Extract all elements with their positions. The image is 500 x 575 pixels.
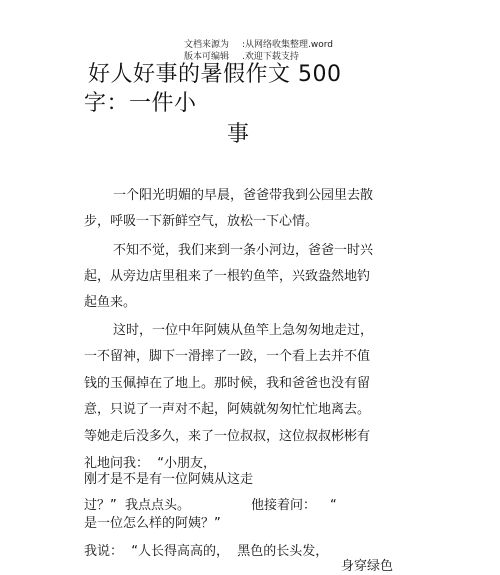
- body-line: 过？” 我点点头。: [84, 498, 190, 513]
- body-line: “: [330, 498, 337, 513]
- body-line: 身穿绿色: [341, 559, 394, 574]
- body-line: 一不留神，脚下一滑摔了一跤，一个看上去并不值: [84, 349, 371, 364]
- title-line-3: 事: [227, 122, 250, 147]
- body-line: 一个阳光明媚的早晨，爸爸带我到公园里去散: [113, 188, 374, 203]
- body-line: 意，只说了一声对不起，阿姨就匆匆忙忙地离去。: [84, 402, 371, 417]
- body-line: 不知不觉，我们来到一条小河边，爸爸一时兴: [113, 243, 374, 258]
- body-line: 钱的玉佩掉在了地上。那时候，我和爸爸也没有留: [84, 376, 371, 391]
- header-source-label: 文档来源为: [184, 40, 230, 50]
- title-line-1: 好人好事的暑假作文 500: [88, 62, 342, 87]
- header-source-value: :从网络收集整理.word: [242, 40, 334, 50]
- body-line: 这时，一位中年阿姨从鱼竿上急匆匆地走过，: [113, 323, 374, 338]
- body-line: 步，呼吸一下新鲜空气，放松一下心情。: [84, 214, 319, 229]
- body-line: 起，从旁边店里租来了一根钓鱼竿，兴致盎然地钓: [84, 269, 371, 284]
- header-edit-label: 版本可编辑: [184, 52, 230, 62]
- body-line: 我说： “人长得高高的， 黑色的长头发，: [84, 544, 329, 559]
- title-line-2: 字：一件小: [84, 91, 197, 116]
- header-edit-value: .欢迎下载支持: [242, 52, 299, 62]
- body-line: 起鱼来。: [84, 295, 137, 310]
- body-line: 刚才是不是有一位阿姨从这走: [84, 472, 254, 487]
- body-line: 是一位怎么样的阿姨？”: [84, 516, 221, 531]
- body-line: 礼地问我： “小朋友，: [84, 456, 216, 471]
- body-line: 等她走后没多久，来了一位叔叔，这位叔叔彬彬有: [84, 429, 371, 444]
- body-line: 他接着问：: [251, 498, 317, 513]
